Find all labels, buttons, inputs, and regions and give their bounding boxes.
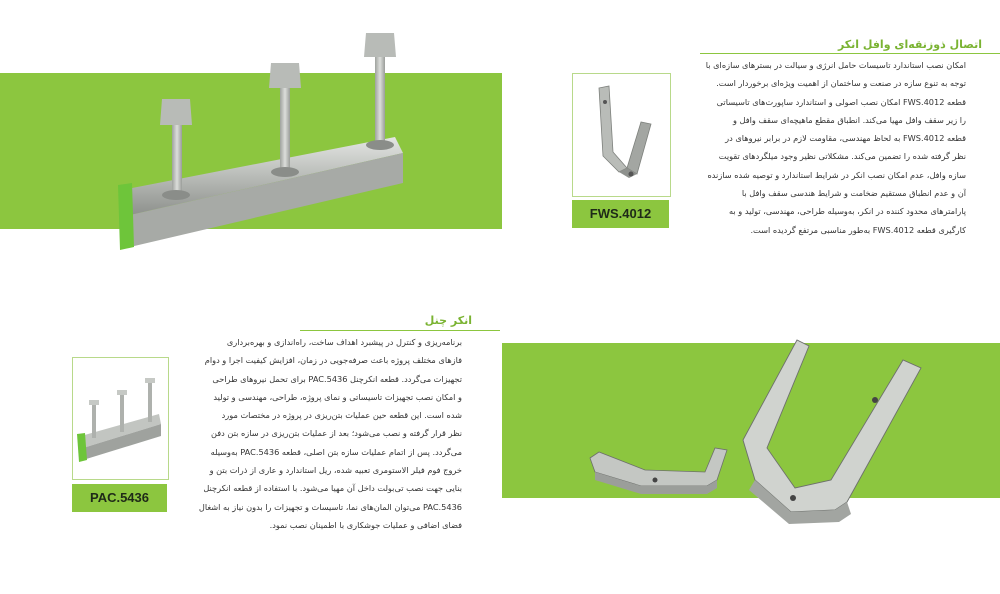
product-code-pac: PAC.5436 [72, 484, 167, 512]
paragraph-line: فازهای مختلف پروژه باعث صرفه‌جویی در زمان، افزایش کیفیت اجرا و دوام [204, 355, 462, 366]
section-2-title: انکر چنل [424, 314, 472, 327]
paragraph-line: پارامترهای محدود کننده در انکر، به‌وسیله طراحی، مهندسی، تولید و به [729, 206, 966, 217]
paragraph-line: PAC.5436 می‌توان المان‌های نما، تاسیسات و تجهیزات را بدون نیاز به اشغال [198, 501, 462, 512]
paragraph-line: سازه وافل، عدم امکان نصب انکر در شرایط استاندارد و توصیه شده سازنده [707, 169, 966, 180]
u-bracket-icon [583, 82, 663, 192]
section-2-title-underline [300, 330, 500, 331]
trapezoid-clamp-photo [585, 330, 935, 540]
anchor-channel-thumbnail-frame [72, 357, 169, 480]
paragraph-line: را زیر سقف وافل مهیا می‌کند. انطباق مقطع ماهیچه‌ای سقف وافل و [732, 114, 966, 125]
paragraph-line: قطعه FWS.4012 به لحاظ مهندسی، مقاومت لازم در برابر نیروهای در [725, 133, 966, 144]
paragraph-line: برنامه‌ریزی و کنترل در پیشبرد اهداف ساخت، راه‌اندازی و بهره‌برداری [226, 337, 462, 347]
paragraph-line: آن و عدم انطباق مستقیم ضخامت و شرایط هندسی سقف وافل با [741, 188, 966, 199]
section-1-title: اتصال ذوزنقه‌ای وافل انکر [837, 38, 982, 51]
paragraph-line: توجه به تنوع سازه در صنعت و ساختمان از اهمیت ویژه‌ای برخوردار است. [716, 78, 966, 89]
paragraph-line: تجهیزات می‌گردد. قطعه انکرچنل PAC.5436 برای تحمل نیروهای طراحی [212, 373, 462, 384]
trapezoid-clamp-thumbnail-frame [572, 73, 671, 197]
anchor-channel-icon [73, 364, 168, 474]
section-2-paragraph [190, 333, 462, 534]
product-code-fws: FWS.4012 [572, 200, 669, 228]
paragraph-line: خروج فوم فیلر الاستومری تعبیه شده، ریل استاندارد و عاری از ذرات بتن و [209, 465, 462, 476]
paragraph-line: بنایی جهت نصب تی‌بولت داخل آن مهیا می‌شود. با استفاده از قطعه انکرچنل [203, 483, 462, 494]
section-1-paragraph [688, 56, 966, 239]
anchor-channel-photo [110, 25, 410, 265]
paragraph-line: نظر گرفته شده را تضمین می‌کند. مشکلاتی نظیر وجود میلگردهای تقویت [718, 151, 966, 162]
paragraph-line: فضای اضافی و عملیات جوشکاری با اطمینان نصب نمود. [269, 519, 462, 530]
paragraph-line: کارگیری قطعه FWS.4012 به‌طور مناسبی مرتفع گردیده است. [750, 224, 966, 235]
section-1-title-underline [700, 53, 1000, 54]
paragraph-line: می‌گردد. پس از اتمام عملیات سازه بتن اصلی، قطعه PAC.5436 به‌وسیله [210, 446, 462, 457]
paragraph-line: و امکان نصب تجهیزات تاسیساتی و نمای پروژه، طراحی، مهندسی و تولید [213, 391, 462, 402]
paragraph-line: نظر قرار گرفته و نصب می‌شود؛ بعد از عملیات بتن‌ریزی در سازه بتن دفن [211, 428, 462, 439]
paragraph-line: امکان نصب استاندارد تاسیسات حامل انرژی و سیالت در بسترهای سازه‌ای با [705, 60, 966, 70]
paragraph-line: شده است. این قطعه حین عملیات بتن‌ریزی در پروژه در مختصات مورد [221, 410, 462, 421]
paragraph-line: قطعه FWS.4012 امکان نصب اصولی و استاندارد ساپورت‌های تاسیساتی [716, 96, 966, 107]
